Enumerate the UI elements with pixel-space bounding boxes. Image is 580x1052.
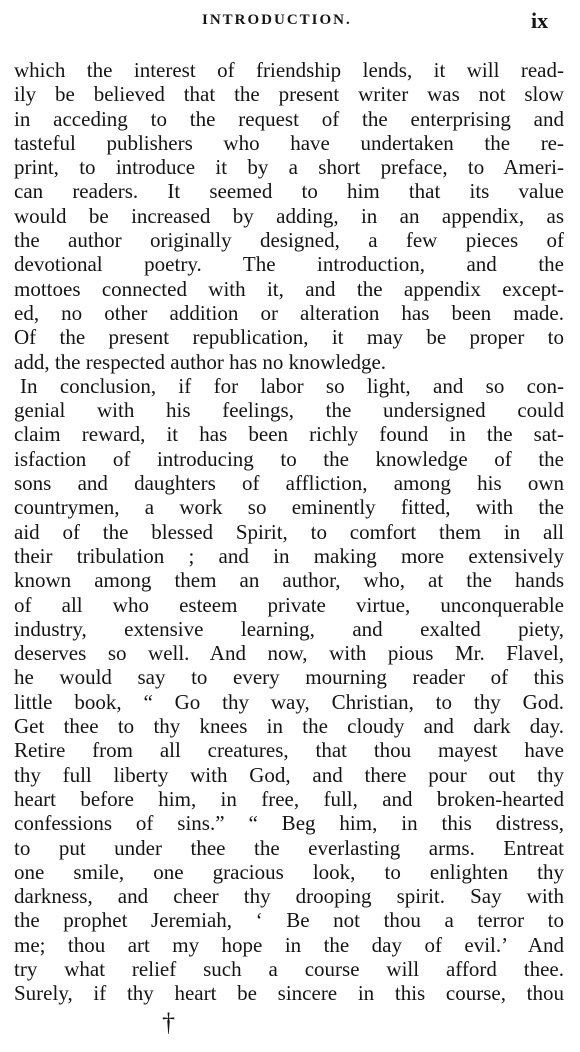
text-line: can readers. It seemed to him that its value [14, 179, 564, 204]
text-line: their tribulation ; and in making more extensively [14, 543, 564, 568]
text-line: me; thou art my hope in the day of evil.’ And [14, 932, 564, 957]
paragraph-last-line: add, the respected author has no knowledge. [14, 349, 387, 374]
text-line: he would say to every mourning reader of this [14, 665, 564, 690]
text-line: sons and daughters of affliction, among his own [14, 471, 564, 496]
text-line: ed, no other addition or alteration has been made. [14, 300, 564, 325]
running-head [0, 10, 580, 38]
text-line: aid of the blessed Spirit, to comfort them in all [14, 519, 564, 544]
text-line: known among them an author, who, at the hands [14, 568, 564, 593]
body-text [14, 58, 564, 1006]
text-line: the prophet Jeremiah, ‘ Be not thou a terror to [14, 908, 564, 933]
text-line: try what relief such a course will afford thee. [14, 956, 564, 981]
text-line: Get thee to thy knees in the cloudy and dark day. [14, 714, 564, 739]
text-line: industry, extensive learning, and exalted piety, [14, 616, 564, 641]
text-line: deserves so well. And now, with pious Mr. Flavel, [14, 641, 564, 666]
text-line: countrymen, a work so eminently fitted, with the [14, 495, 564, 520]
text-line: heart before him, in free, full, and broken-hearted [14, 786, 564, 811]
text-line: tasteful publishers who have undertaken the re- [14, 130, 564, 155]
text-line: mottoes connected with it, and the appendix except- [14, 276, 564, 301]
text-line: Surely, if thy heart be sincere in this course, thou [14, 981, 564, 1006]
text-line: claim reward, it has been richly found in the sat- [14, 422, 564, 447]
page-number: ix [531, 8, 549, 33]
text-line: which the interest of friendship lends, it will read- [14, 58, 564, 82]
text-line: ily be believed that the present writer was not slow [14, 82, 564, 107]
text-line: isfaction of introducing to the knowledge of the [14, 446, 564, 471]
text-line: darkness, and cheer thy drooping spirit. Say with [14, 884, 564, 909]
text-line: one smile, one gracious look, to enlighten thy [14, 859, 564, 884]
text-line: to put under thee the everlasting arms. Entreat [14, 835, 564, 860]
text-line: of all who esteem private virtue, unconquerable [14, 592, 564, 617]
text-line: confessions of sins.” “ Beg him, in this distress, [14, 811, 564, 836]
signature-mark: † [162, 1008, 175, 1037]
text-line: print, to introduce it by a short preface, to Ameri- [14, 155, 564, 180]
text-line: the author originally designed, a few pieces of [14, 228, 564, 253]
text-line: Of the present republication, it may be proper to [14, 325, 564, 350]
text-line: Retire from all creatures, that thou mayest have [14, 738, 564, 763]
text-line: devotional poetry. The introduction, and the [14, 252, 564, 277]
text-line: in acceding to the request of the enterprising and [14, 106, 564, 131]
running-title: INTRODUCTION. [202, 12, 352, 28]
text-line: thy full liberty with God, and there pour out thy [14, 762, 564, 787]
paragraph-first-line: In conclusion, if for labor so light, and so con- [20, 373, 564, 398]
text-line: genial with his feelings, the undersigned could [14, 398, 564, 423]
text-line: little book, “ Go thy way, Christian, to thy God. [14, 689, 564, 714]
text-line: would be increased by adding, in an appendix, as [14, 203, 564, 228]
